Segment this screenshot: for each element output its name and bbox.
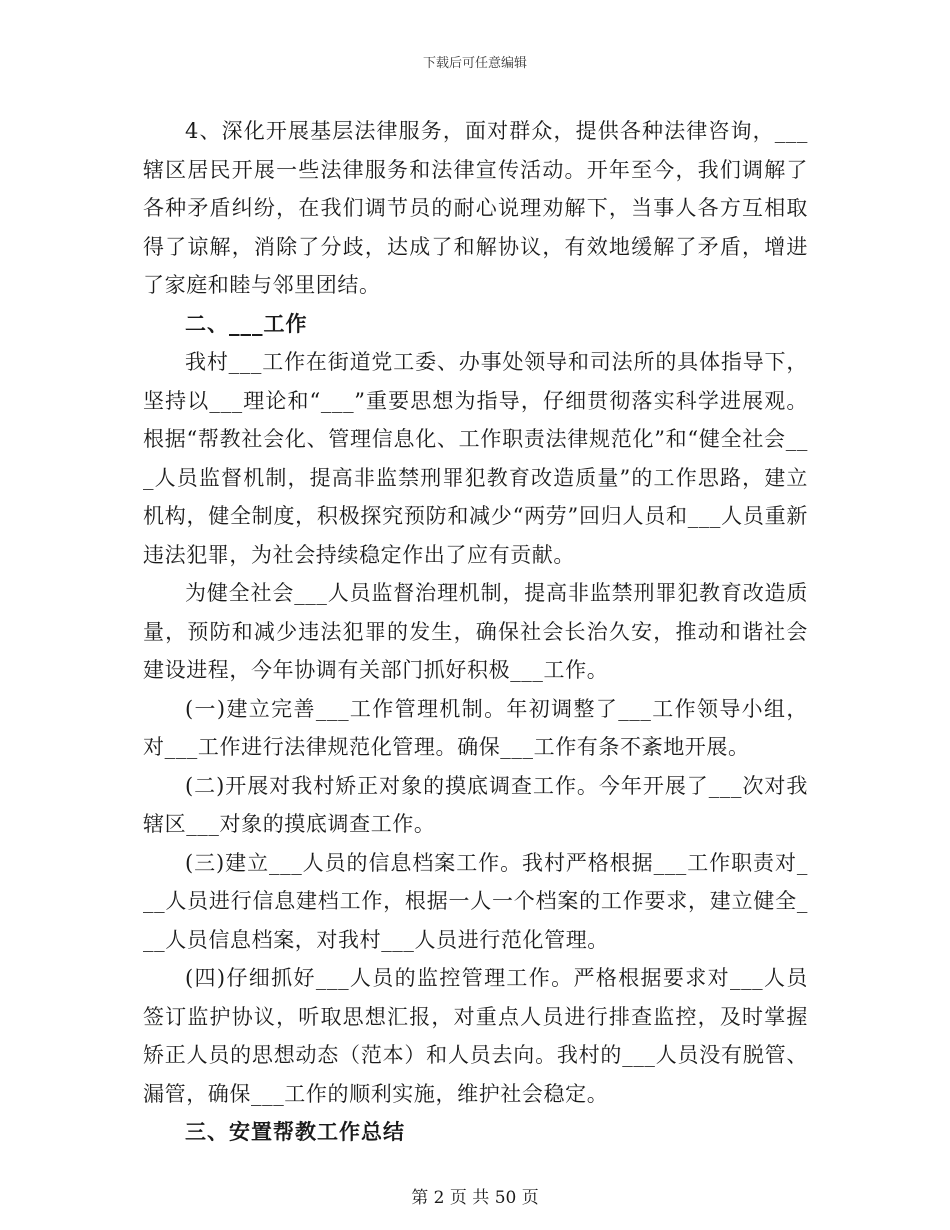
- paragraph-item-3: (三)建立___人员的信息档案工作。我村严格根据___工作职责对___人员进行信息建档工作，根据一人一个档案的工作要求，建立健全___人员信息档案，对我村___人员进行范化管理。: [143, 850, 808, 952]
- section-heading-3: 三、安置帮教工作总结: [185, 1119, 405, 1144]
- paragraph-item-1: (一)建立完善___工作管理机制。年初调整了___工作领导小组，对___工作进行法律规范化管理。确保___工作有条不紊地开展。: [143, 696, 808, 759]
- paragraph-work-overview: 我村___工作在街道党工委、办事处领导和司法所的具体指导下，坚持以___理论和“___”重要思想为指导，仔细贯彻落实科学进展观。根据“帮教社会化、管理信息化、工作职责法律规范化”和“健全社会___人员监督机制，提高非监禁刑罪犯教育改造质量”的工作思路，建立机构，健全制度，积极探究预防和减少“两劳”回归人员和___人员重新违法犯罪，为社会持续稳定作出了应有贡献。: [143, 350, 808, 567]
- paragraph-item-4: (四)仔细抓好___人员的监控管理工作。严格根据要求对___人员签订监护协议，听取思想汇报，对重点人员进行排查监控，及时掌握矫正人员的思想动态（范本）和人员去向。我村的___人员没有脱管、漏管，确保___工作的顺利实施，维护社会稳定。: [143, 966, 808, 1106]
- document-body: [143, 112, 808, 1152]
- section-heading-2: 二、___工作: [185, 310, 308, 336]
- page-number: 第 2 页 共 50 页: [411, 1188, 539, 1208]
- paragraph-legal-services: 4、深化开展基层法律服务，面对群众，提供各种法律咨询，___辖区居民开展一些法律服务和法律宣传活动。开年至今，我们调解了各种矛盾纠纷，在我们调节员的耐心说理劝解下，当事人各方互相取得了谅解，消除了分歧，达成了和解协议，有效地缓解了矛盾，增进了家庭和睦与邻里团结。: [143, 119, 808, 297]
- page-header-note: 下载后可任意编辑: [422, 56, 527, 71]
- paragraph-item-2: (二)开展对我村矫正对象的摸底调查工作。今年开展了___次对我辖区___对象的摸底调查工作。: [143, 773, 808, 836]
- paragraph-supervision-mechanism: 为健全社会___人员监督治理机制，提高非监禁刑罪犯教育改造质量，预防和减少违法犯罪的发生，确保社会长治久安，推动和谐社会建设进程，今年协调有关部门抓好积极___工作。: [143, 581, 808, 682]
